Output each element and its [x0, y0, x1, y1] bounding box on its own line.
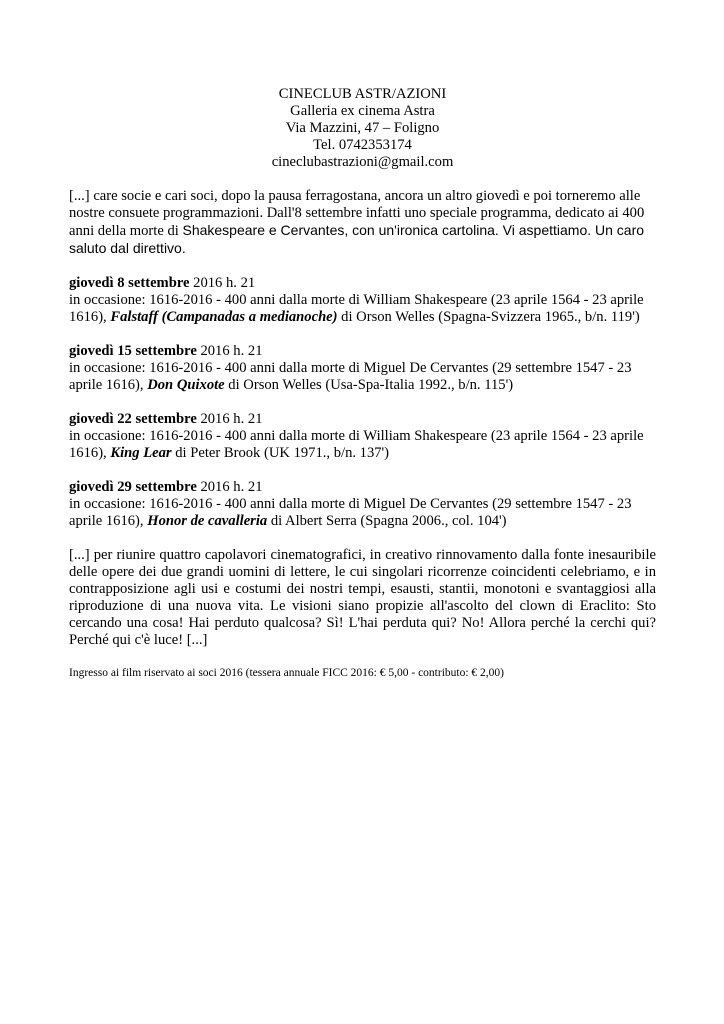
- event-occasion: in occasione: 1616-2016 - 400 anni dalla morte di William Shakespeare (23 aprile 1564 - 23 aprile 1616),: [69, 428, 644, 461]
- film-details: di Orson Welles (Usa-Spa-Italia 1992., b/n. 115'): [224, 377, 514, 393]
- document-page: [69, 86, 656, 680]
- header-block: [69, 86, 656, 171]
- event-header: [69, 411, 656, 428]
- event-occasion: in occasione: 1616-2016 - 400 anni dalla morte di Miguel De Cervantes (29 settembre 1547 - 23 aprile 1616),: [69, 360, 632, 393]
- org-name: CINECLUB ASTR/AZIONI: [278, 86, 447, 102]
- event-header: [69, 275, 656, 292]
- intro-text-1: [...] care socie e cari soci, dopo la pausa ferragostana, ancora un altro giovedì e poi torneremo alle nostre consuete programmazioni. Dall'8 settembre infatti uno speciale programma, dedicato ai 400 anni della morte di: [69, 188, 645, 239]
- event-2: [69, 343, 656, 394]
- event-occasion: in occasione: 1616-2016 - 400 anni dalla morte di Miguel De Cervantes (29 settembre 1547 - 23 aprile 1616),: [69, 496, 632, 529]
- film-details: di Albert Serra (Spagna 2006., col. 104'): [267, 513, 507, 529]
- film-title: Falstaff (Campanadas a medianoche): [110, 309, 338, 325]
- event-date: giovedì 29 settembre: [69, 479, 197, 495]
- film-title: Don Quixote: [147, 377, 225, 393]
- event-header: [69, 343, 656, 360]
- event-date: giovedì 22 settembre: [69, 411, 197, 427]
- event-time: 2016 h. 21: [189, 275, 256, 291]
- event-1: [69, 275, 656, 326]
- footer-note: Ingresso ai film riservato ai soci 2016 (tessera annuale FICC 2016: € 5,00 - contributo: € 2,00): [69, 667, 504, 679]
- film-title: King Lear: [110, 445, 172, 461]
- intro-paragraph: [69, 188, 656, 258]
- film-details: di Peter Brook (UK 1971., b/n. 137'): [171, 445, 390, 461]
- event-time: 2016 h. 21: [196, 479, 263, 495]
- event-time: 2016 h. 21: [196, 343, 263, 359]
- film-details: di Orson Welles (Spagna-Svizzera 1965., b/n. 119'): [337, 309, 640, 325]
- film-title: Honor de cavalleria: [147, 513, 268, 529]
- event-date: giovedì 15 settembre: [69, 343, 197, 359]
- closing-paragraph: [...] per riunire quattro capolavori cinematografici, in creativo rinnovamento dalla fonte inesauribile delle opere dei due grandi uomini di lettere, le cui singolari ricorrenze coincidenti celebriamo, e in contrapposizione agli usi e costumi dei nostri tempi, esausti, stantii, monotoni e svantaggiosi alla riproduzione di una nuova vita. Le visioni siano propizie all'ascolto del clown di Eraclito: Sto cercando una cosa! Hai perduto qualcosa? Sì! L'hai perduta qui? No! Allora perché la cerchi qui? Perché qui c'è luce! [...]: [69, 547, 656, 648]
- event-description: [69, 428, 656, 462]
- event-4: [69, 479, 656, 530]
- event-time: 2016 h. 21: [196, 411, 263, 427]
- event-description: [69, 292, 656, 326]
- intro-text-2: Shakespeare e Cervantes, con un'ironica cartolina. Vi aspettiamo. Un caro saluto dal direttivo.: [69, 222, 645, 256]
- event-3: [69, 411, 656, 462]
- venue-name: Galleria ex cinema Astra: [290, 103, 435, 119]
- email: cineclubastrazioni@gmail.com: [271, 154, 454, 170]
- event-description: [69, 496, 656, 530]
- phone: Tel. 0742353174: [313, 137, 412, 153]
- event-header: [69, 479, 656, 496]
- event-date: giovedì 8 settembre: [69, 275, 190, 291]
- address: Via Mazzini, 47 – Foligno: [285, 120, 440, 136]
- event-description: [69, 360, 656, 394]
- event-occasion: in occasione: 1616-2016 - 400 anni dalla morte di William Shakespeare (23 aprile 1564 - 23 aprile 1616),: [69, 292, 644, 325]
